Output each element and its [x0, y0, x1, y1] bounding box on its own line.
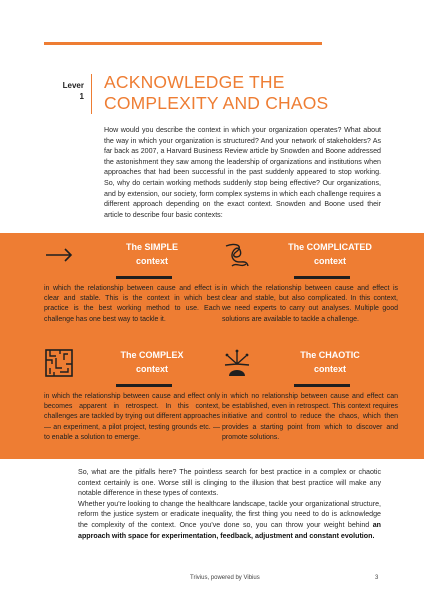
context-chaotic-underline — [294, 384, 350, 387]
context-simple-text: in which the relationship between cause and effect is clear and stable. This is the context in which best practice is the best working method to use. Each challenge has one best way to tackle it. — [44, 285, 220, 323]
context-complex-text: in which the relationship between cause and effect only becomes apparent in retrospect. In this context, challenges are tackled by trying out different approaches — an experiment, a pilot project, testing grounds etc. — to enable a solution to emerge. — [44, 393, 220, 441]
lever-divider — [91, 74, 92, 114]
context-chaotic-title-line-1: The CHAOTIC — [300, 350, 360, 360]
context-complex-title-line-2: context — [135, 364, 168, 374]
page-title — [104, 72, 404, 114]
arrow-right-icon — [44, 240, 74, 270]
context-complex-title-line-1: The COMPLEX — [120, 350, 184, 360]
title-line-1: ACKNOWLEDGE THE — [104, 72, 285, 92]
context-complex-underline — [116, 384, 172, 387]
context-complicated-title-line-2: context — [313, 256, 346, 266]
context-complicated-underline — [294, 276, 350, 279]
lever-label — [44, 80, 84, 102]
context-chaotic-title — [270, 348, 390, 376]
context-complicated-text: in which the relationship between cause and effect is clear and stable, but also complicated. In this context, we need experts to carry out analyses. Multiple good solutions are available to tackle a challenge. — [222, 285, 398, 323]
context-simple-header — [44, 236, 220, 274]
context-chaotic-header — [222, 344, 398, 382]
context-complicated-title-line-1: The COMPLICATED — [288, 242, 372, 252]
lever-word: Lever — [62, 81, 84, 90]
context-complicated-header — [222, 236, 398, 274]
context-chaotic-text: in which no relationship between cause and effect can be established, even in retrospect. This context requires initiative and control to reduce the chaos, which then provides a starting point from which to discover and promote solutions. — [222, 393, 398, 441]
page-footer — [0, 575, 424, 585]
tangled-line-icon — [222, 240, 252, 270]
context-simple-title-line-1: The SIMPLE — [125, 242, 178, 252]
footer-credit: Trivius, powered by Vibius — [190, 575, 260, 581]
closing-paragraph-2 — [78, 499, 381, 541]
title-line-2: COMPLEXITY AND CHAOS — [104, 93, 329, 113]
context-simple-underline — [116, 276, 172, 279]
context-chaotic-title-line-2: context — [313, 364, 346, 374]
closing-paragraph-1: So, what are the pitfalls here? The pointless search for best practice in a complex or chaotic context certainly is one. Worse still is clinging to the illusion that best practice will make any notable difference in these types of contexts. — [78, 468, 381, 498]
top-accent-rule — [44, 42, 322, 45]
context-complex-header — [44, 344, 220, 382]
closing-text — [78, 467, 381, 541]
context-complex-title — [92, 348, 212, 376]
explosion-icon — [222, 348, 252, 378]
context-complicated-title — [270, 240, 390, 268]
maze-icon — [44, 348, 74, 378]
lever-number: 1 — [79, 92, 84, 101]
context-simple-title — [92, 240, 212, 268]
context-simple-title-line-2: context — [135, 256, 168, 266]
closing-paragraph-2-text: Whether you're looking to change the healthcare landscape, tackle your organizational structure, reform the justice system or eradicate inequality, the first thing you need to do is acknowledge the complexity of the context. Once you've done so, you can throw your weight behind — [78, 499, 381, 529]
page-number: 3 — [375, 575, 379, 581]
closing-emphasis: an approach with space for experimentation, feedback, adjustment and constant evolution. — [78, 520, 381, 540]
intro-paragraph: How would you describe the context in which your organization operates? What about the way in which your organization is structured? And your network of stakeholders? As far back as 2007, a Harvard Business Review article by Snowden and Boone addressed the astonishment they saw among the leadership of organizations and institutions when approaches that had been successful in the past suddenly appeared to stop working. So, why do certain working methods suddenly stop being effective? Our organizations, and by extension, our society, form complex systems in which each challenge requires a different approach depending on the exact context. Snowden and Boone used their article to describe four basic contexts: — [104, 126, 381, 219]
